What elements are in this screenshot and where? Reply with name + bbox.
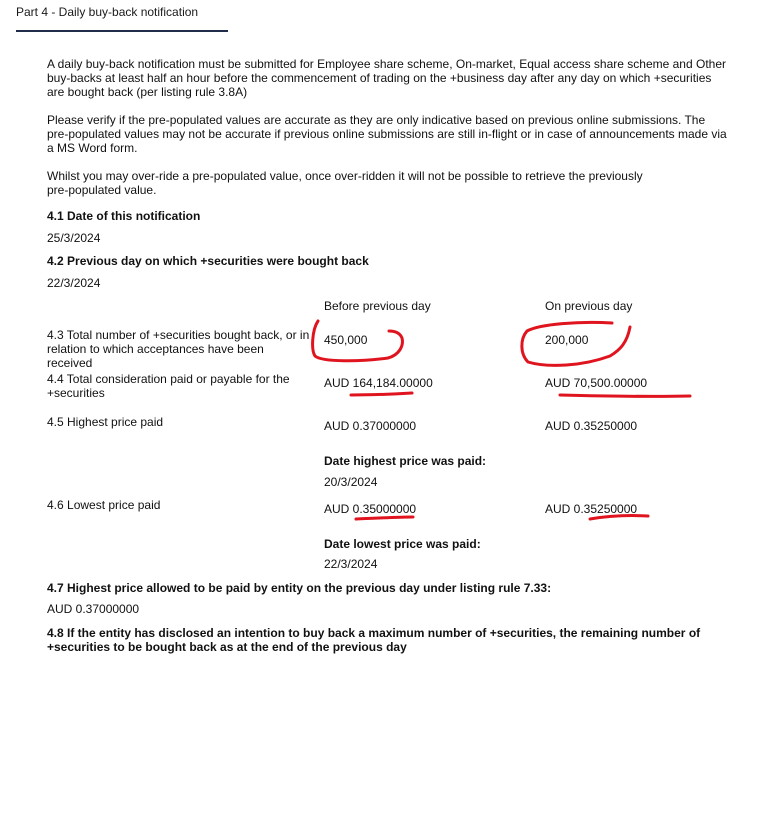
section-4-2-heading: 4.2 Previous day on which +securities were bought back bbox=[47, 254, 369, 268]
section-4-5-before-value: AUD 0.37000000 bbox=[324, 419, 417, 433]
underline-mark-previous-4-6 bbox=[590, 516, 648, 519]
date-highest-price-value: 20/3/2024 bbox=[324, 475, 378, 489]
intro-paragraph-3: Whilst you may over-ride a pre-populated value, once over-ridden it will not be possible to retrieve the previously pre-populated value. bbox=[47, 169, 643, 197]
underline-mark-before-4-6 bbox=[356, 517, 413, 519]
intro-paragraph-2: Please verify if the pre-populated values are accurate as they are only indicative based on previous online submissions. The pre-populated values may not be accurate if previous online submissions are still in-flight or in case of announcements made via a MS Word form. bbox=[47, 113, 727, 155]
section-4-5-label: 4.5 Highest price paid bbox=[47, 415, 164, 429]
section-4-2-value: 22/3/2024 bbox=[47, 276, 101, 290]
section-4-1-heading: 4.1 Date of this notification bbox=[47, 209, 201, 223]
column-header-on-previous-day: On previous day bbox=[545, 299, 633, 313]
underline-mark-before-4-4 bbox=[351, 393, 412, 395]
section-4-5-previous-value: AUD 0.35250000 bbox=[545, 419, 638, 433]
date-highest-price-heading: Date highest price was paid: bbox=[324, 454, 487, 468]
section-4-3-label: 4.3 Total number of +securities bought back, or in relation to which acceptances have been received bbox=[47, 328, 310, 370]
part-title: Part 4 - Daily buy-back notification bbox=[16, 5, 199, 19]
section-4-7-value: AUD 0.37000000 bbox=[47, 602, 140, 616]
date-lowest-price-value: 22/3/2024 bbox=[324, 557, 378, 571]
underline-mark-previous-4-4 bbox=[560, 395, 690, 396]
section-4-8-heading: 4.8 If the entity has disclosed an intention to buy back a maximum number of +securities, the remaining number of +securities to be bought back as at the end of the previous day bbox=[47, 626, 701, 654]
section-4-6-previous-value: AUD 0.35250000 bbox=[545, 502, 638, 516]
date-lowest-price-heading: Date lowest price was paid: bbox=[324, 537, 481, 551]
section-4-7-heading: 4.7 Highest price allowed to be paid by entity on the previous day under listing rule 7.33: bbox=[47, 581, 552, 595]
section-4-4-before-value: AUD 164,184.00000 bbox=[324, 376, 433, 390]
intro-paragraph-1: A daily buy-back notification must be submitted for Employee share scheme, On-market, Equal access share scheme and Other buy-backs at least half an hour before the commencement of trading on the +business day after any day on which +securities are bought back (per listing rule 3.8A) bbox=[47, 57, 726, 99]
section-4-4-label: 4.4 Total consideration paid or payable for the +securities bbox=[47, 372, 290, 400]
section-4-3-before-value: 450,000 bbox=[324, 333, 368, 347]
section-4-3-previous-value: 200,000 bbox=[545, 333, 589, 347]
section-4-4-previous-value: AUD 70,500.00000 bbox=[545, 376, 648, 390]
section-4-6-label: 4.6 Lowest price paid bbox=[47, 498, 161, 512]
part-title-underline bbox=[16, 30, 228, 32]
section-4-6-before-value: AUD 0.35000000 bbox=[324, 502, 417, 516]
column-header-before-previous-day: Before previous day bbox=[324, 299, 431, 313]
section-4-1-value: 25/3/2024 bbox=[47, 231, 101, 245]
